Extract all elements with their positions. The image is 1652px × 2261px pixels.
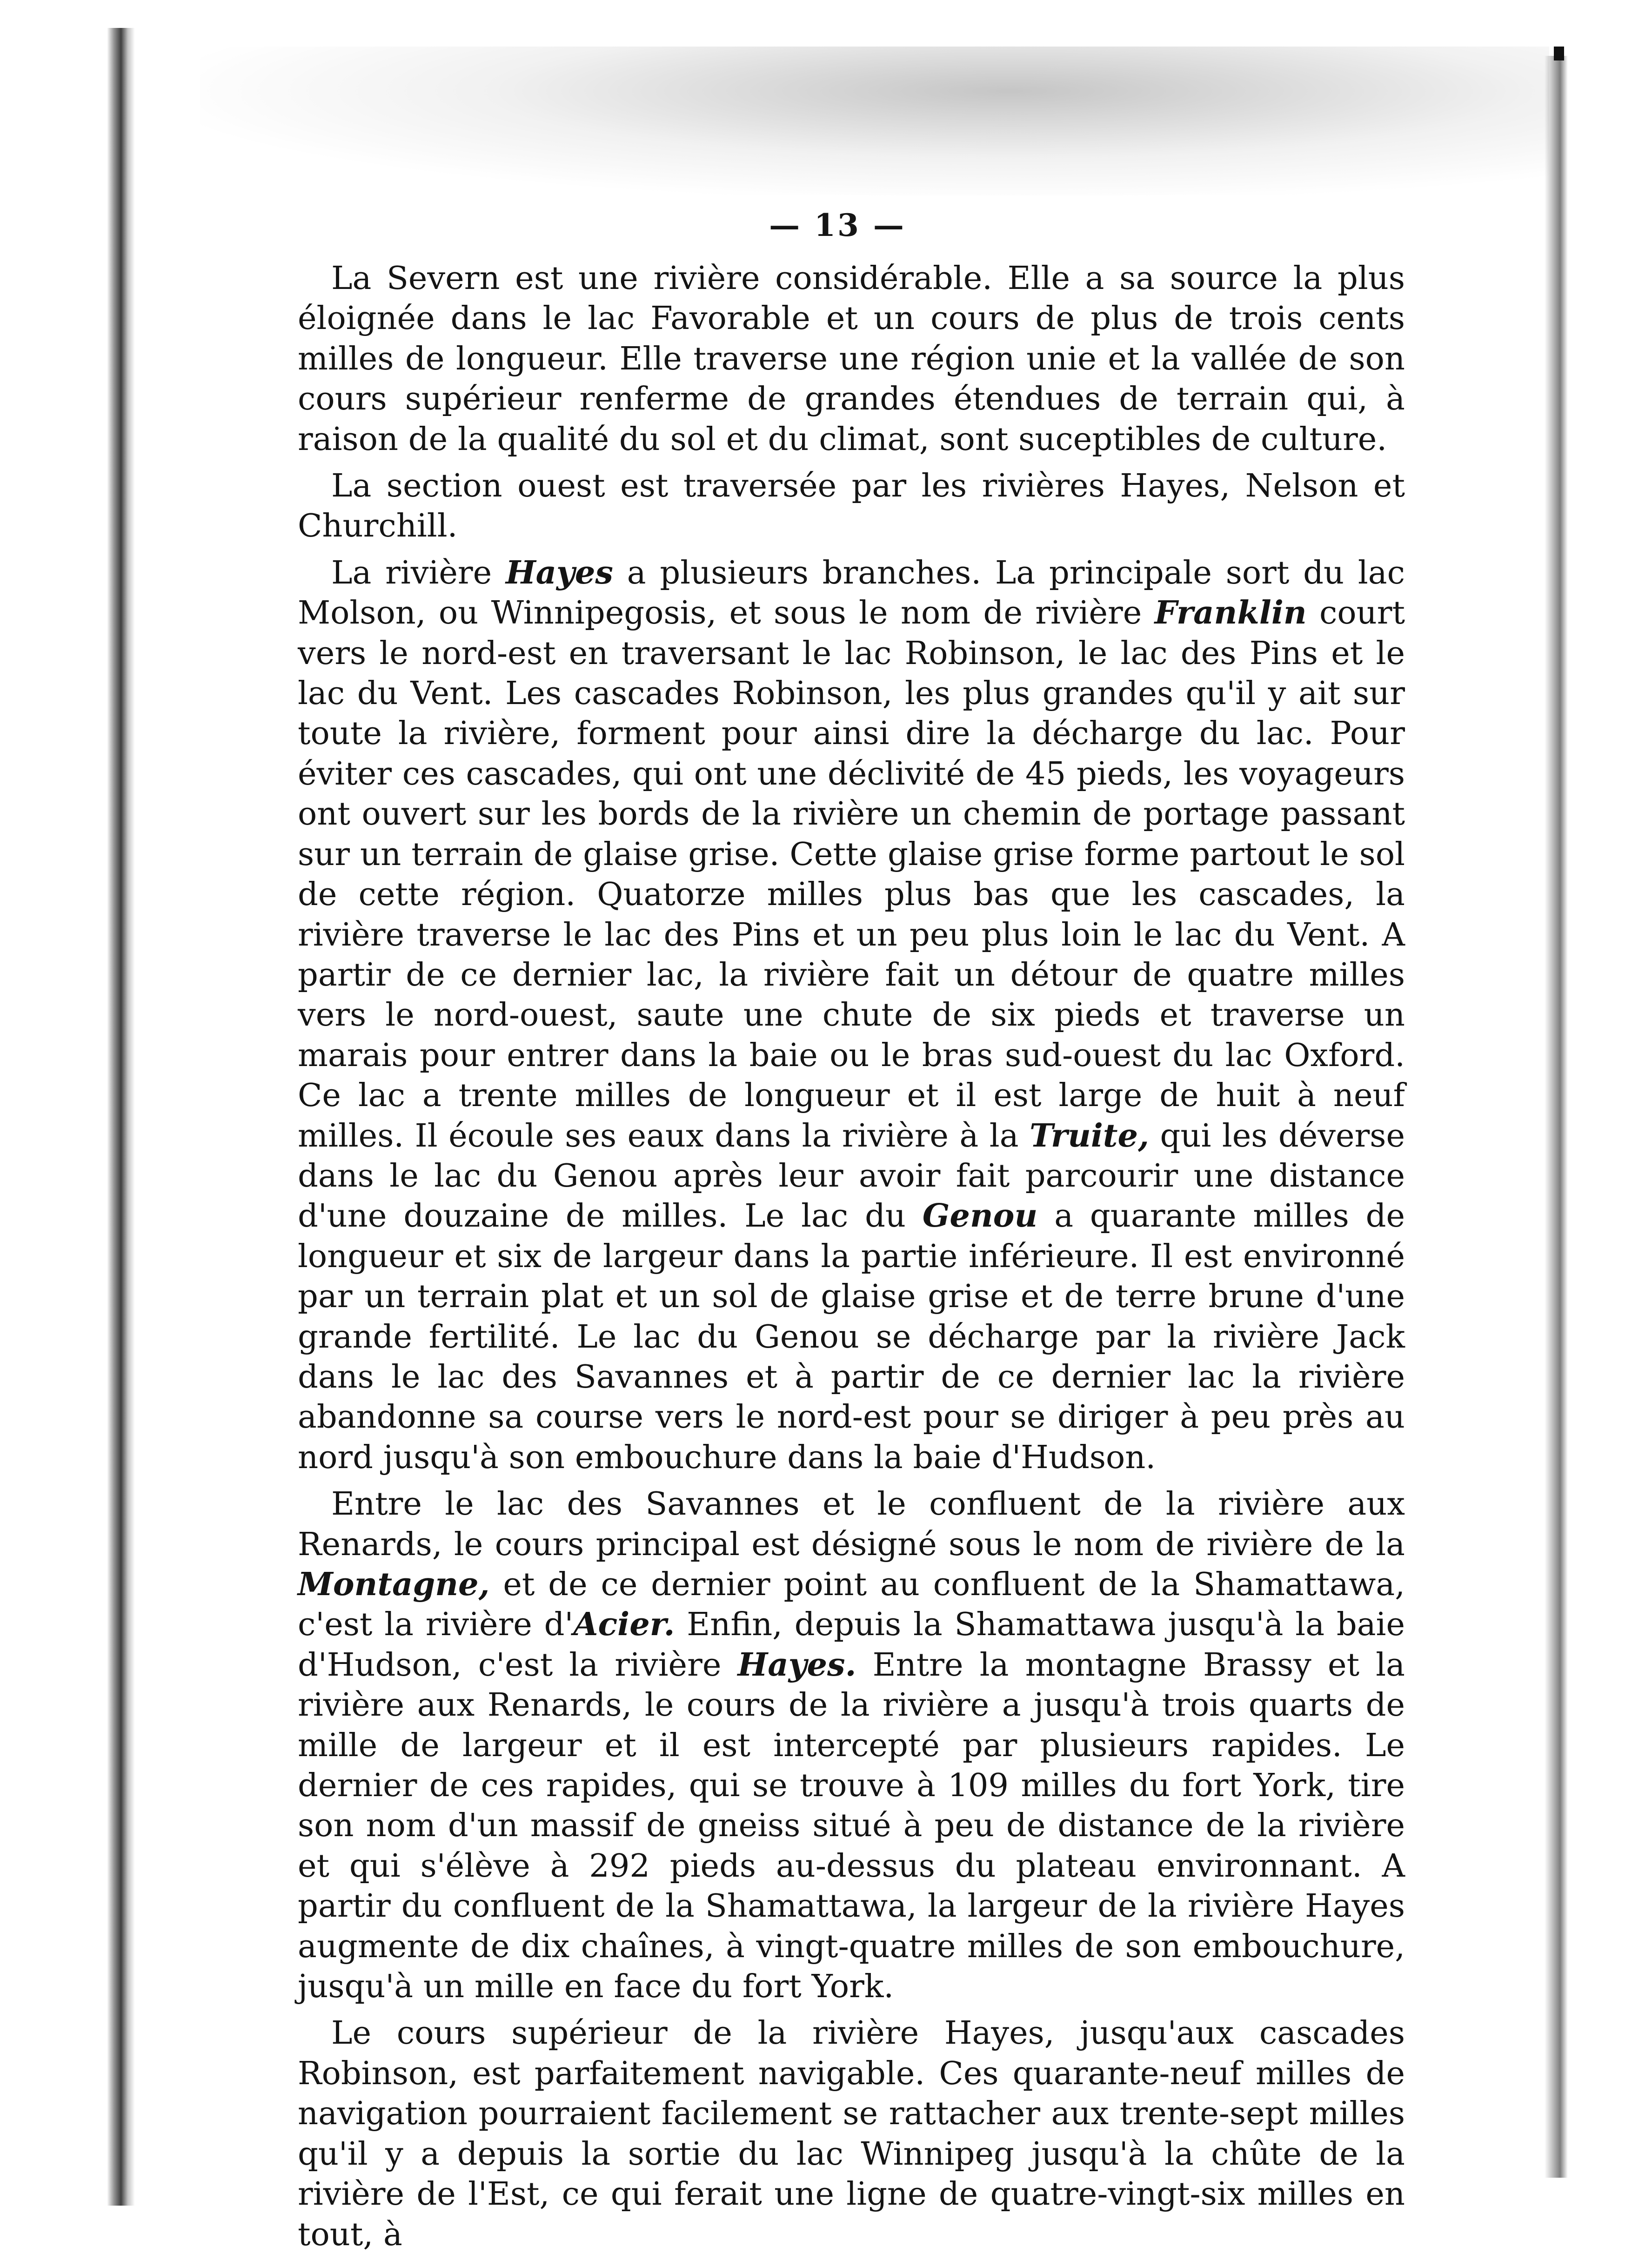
text-run: court vers le nord-est en traversant le lac Robinson, le lac des Pins et le lac du Vent. Les cascades Robinson, les plus grandes qu'il y ait sur toute la rivière, forment pour ainsi dire la décharge du lac. Pour éviter ces cascades, qui ont une déclivité de 45 pieds, les voyageurs ont ouvert sur les bords de la rivière un chemin de portage passant sur un terrain de glaise grise. Cette glaise grise forme partout le sol de cette région. Quatorze milles plus bas que les cascades, la rivière traverse le lac des Pins et un peu plus loin le lac du Vent. A partir de ce dernier lac, la rivière fait un détour de quatre milles vers le nord-ouest, saute une chute de six pieds et traverse un marais pour entrer dans la baie ou le bras sud-ouest du lac Oxford. Ce lac a trente milles de longueur et il est large de huit à neuf milles. Il écoule ses eaux dans la rivière à la [298,594,1405,1154]
text-run: qui les déverse dans le lac du Genou après leur avoir fait parcourir une distance d'une douzaine de milles. Le lac du [298,1117,1405,1235]
text-run: Enfin, depuis la Shamattawa jusqu'à la baie d'Hudson, c'est la rivière [298,1606,1405,1684]
page-number: — 13 — [769,207,906,243]
text-run: La section ouest est traversée par les rivières Hayes, Nelson et Churchill. [298,467,1405,545]
scan-corner-mark [1554,47,1564,60]
paragraph [298,466,1405,546]
italic-term: Truite, [1030,1117,1149,1154]
paragraph [298,2013,1405,2254]
scan-noise [200,47,1549,195]
paragraph [298,258,1405,459]
text-run: a plusieurs branches. La principale sort du lac Molson, ou Winnipegosis, et sous le nom de rivière [298,554,1405,632]
italic-term: Hayes [505,554,613,591]
text-run: et de ce dernier point au confluent de la Shamattawa, c'est la rivière d' [298,1566,1405,1644]
scan-binding-edge-right [1545,56,1568,2178]
text-run: Le cours supérieur de la rivière Hayes, jusqu'aux cascades Robinson, est parfaitement navigable. Ces quarante-neuf milles de navigation pourraient facilement se rattacher aux trente-sept milles qu'il y a depuis la sortie du lac Winnipeg jusqu'à la chûte de la rivière de l'Est, ce qui ferait une ligne de quatre-vingt-six milles en tout, à [298,2014,1405,2253]
italic-term: Montagne, [298,1566,490,1603]
body-text [298,258,1405,2261]
paragraph [298,553,1405,1477]
italic-term: Franklin [1154,594,1307,632]
paragraph [298,1484,1405,2006]
italic-term: Genou [922,1197,1038,1235]
text-run: Entre la montagne Brassy et la rivière aux Renards, le cours de la rivière a jusqu'à trois quarts de mille de largeur et il est intercepté par plusieurs rapides. Le dernier de ces rapides, qui se trouve à 109 milles du fort York, tire son nom d'un massif de gneiss situé à peu de distance de la rivière et qui s'élève à 292 pieds au-dessus du plateau environnant. A partir du confluent de la Shamattawa, la largeur de la rivière Hayes augmente de dix chaînes, à vingt-quatre milles de son embouchure, jusqu'à un mille en face du fort York. [298,1646,1405,2006]
scan-binding-edge-left [107,28,135,2206]
text-run: La rivière [331,554,506,591]
text-run: a quarante milles de longueur et six de largeur dans la partie inférieure. Il est environné par un terrain plat et un sol de glaise grise et de terre brune d'une grande fertilité. Le lac du Genou se décharge par la rivière Jack dans le lac des Savannes et à partir de ce dernier lac la rivière abandonne sa course vers le nord-est pour se diriger à peu près au nord jusqu'à son embouchure dans la baie d'Hudson. [298,1197,1405,1476]
text-run: Entre le lac des Savannes et le confluent de la rivière aux Renards, le cours principal est désigné sous le nom de rivière de la [298,1485,1405,1563]
italic-term: Hayes. [737,1646,856,1684]
text-run: La Severn est une rivière considérable. Elle a sa source la plus éloignée dans le lac Favorable et un cours de plus de trois cents milles de longueur. Elle traverse une région unie et la vallée de son cours supérieur renferme de grandes étendues de terrain qui, à raison de la qualité du sol et du climat, sont suceptibles de culture. [298,260,1405,458]
italic-term: Acier. [573,1606,675,1644]
